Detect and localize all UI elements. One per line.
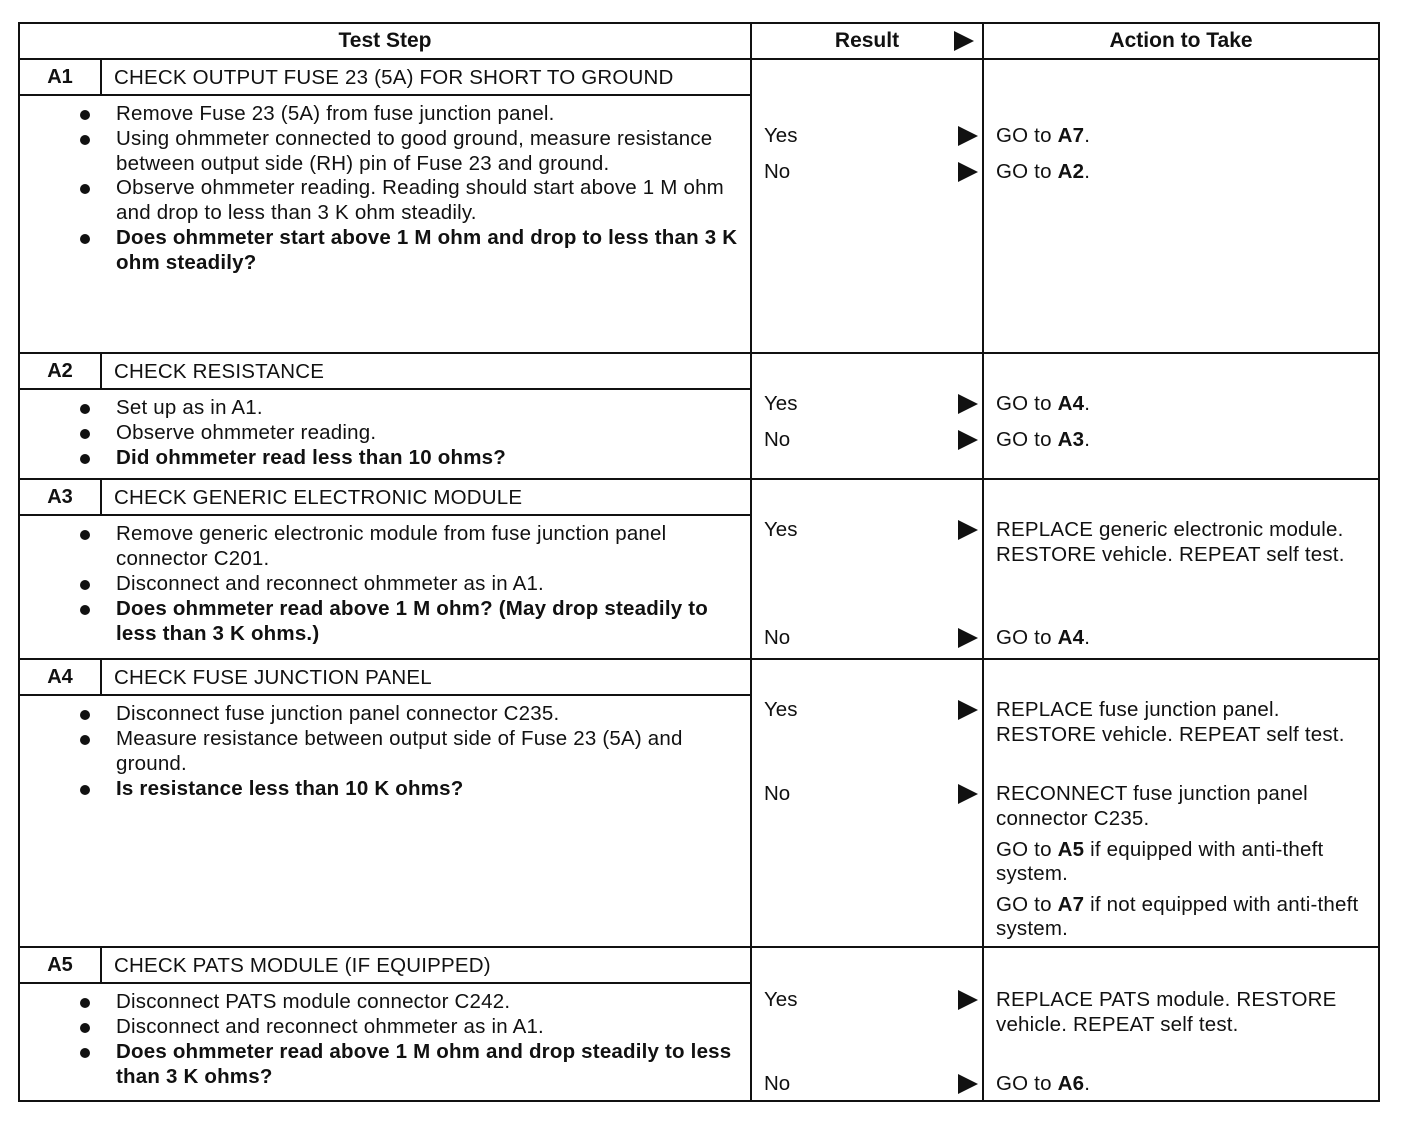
right-arrow-icon	[958, 126, 978, 146]
result-label: Yes	[764, 698, 798, 722]
action-cell	[983, 353, 1379, 479]
action-text: GO to	[996, 626, 1058, 650]
right-arrow-icon	[958, 784, 978, 804]
right-arrow-icon	[958, 628, 978, 648]
step-question: Is resistance less than 10 K ohms?	[116, 777, 742, 802]
diagnostic-sheet	[18, 22, 1378, 1102]
step-question: Does ohmmeter read above 1 M ohm? (May drop steadily to less than 3 K ohms.)	[116, 597, 742, 647]
pinpoint-test-table	[18, 22, 1380, 1102]
step-id: A4	[20, 660, 102, 694]
action-text: GO to	[996, 392, 1058, 415]
action-text: if not equipped with anti-theft system.	[996, 892, 1359, 941]
step-id: A3	[20, 480, 102, 514]
action-text: GO to	[996, 892, 1058, 916]
result-yes	[764, 518, 797, 542]
result-label: No	[764, 428, 791, 451]
instruction-item: Disconnect and reconnect ohmmeter as in A1.	[116, 1015, 742, 1040]
action-step-ref: A6	[1057, 1072, 1085, 1096]
step-instructions	[20, 96, 750, 284]
action-yes: REPLACE generic electronic module. RESTORE vehicle. REPEAT self test.	[996, 518, 1345, 566]
step-header	[20, 354, 750, 390]
result-label: No	[764, 782, 791, 806]
result-label: No	[764, 1072, 791, 1096]
instruction-item: Remove generic electronic module from fuse junction panel connector C201.	[116, 522, 742, 572]
action-text: GO to	[996, 124, 1058, 147]
action-step-ref: A4	[1057, 392, 1085, 415]
header-result	[751, 23, 983, 59]
action-cell	[983, 59, 1379, 353]
right-arrow-icon	[958, 990, 978, 1010]
right-arrow-icon	[958, 394, 978, 414]
step-cell	[19, 947, 751, 1101]
result-cell	[751, 947, 983, 1101]
action-step-ref: A5	[1057, 837, 1085, 861]
step-cell	[19, 353, 751, 479]
instruction-item: Measure resistance between output side of Fuse 23 (5A) and ground.	[116, 727, 742, 777]
action-step-ref: A4	[1057, 626, 1085, 650]
action-text: .	[1084, 160, 1091, 183]
action-step-ref: A7	[1057, 892, 1085, 916]
right-arrow-icon	[958, 1074, 978, 1094]
action-step-ref: A7	[1057, 124, 1085, 147]
action-no	[996, 626, 1372, 651]
instruction-item: Disconnect PATS module connector C242.	[116, 990, 742, 1015]
step-header	[20, 660, 750, 696]
action-no	[996, 428, 1372, 453]
action-text: if equipped with anti-theft system.	[996, 837, 1324, 886]
step-row-a4	[19, 659, 1379, 947]
action-yes: REPLACE fuse junction panel. RESTORE vehicle. REPEAT self test.	[996, 698, 1345, 746]
step-header	[20, 60, 750, 96]
action-text: GO to	[996, 1072, 1058, 1096]
result-label: Yes	[764, 518, 798, 542]
action-text: .	[1084, 626, 1091, 650]
result-label: No	[764, 626, 791, 650]
result-no	[764, 428, 790, 452]
result-label: No	[764, 160, 791, 183]
instruction-item: Disconnect fuse junction panel connector C235.	[116, 702, 742, 727]
header-action: Action to Take	[983, 23, 1379, 59]
action-text: GO to	[996, 428, 1058, 451]
step-instructions	[20, 390, 750, 478]
result-yes	[764, 392, 797, 416]
step-title: CHECK OUTPUT FUSE 23 (5A) FOR SHORT TO GROUND	[114, 66, 674, 89]
instruction-item: Remove Fuse 23 (5A) from fuse junction panel.	[116, 102, 742, 127]
step-instructions	[20, 696, 750, 809]
action-cell	[983, 479, 1379, 659]
step-row-a5	[19, 947, 1379, 1101]
step-header	[20, 948, 750, 984]
step-id: A5	[20, 948, 102, 982]
instruction-item: Observe ohmmeter reading. Reading should start above 1 M ohm and drop to less than 3 K ohm steadily.	[116, 176, 742, 226]
header-result-label: Result	[834, 29, 900, 52]
instruction-item: Observe ohmmeter reading.	[116, 421, 742, 446]
action-no	[996, 160, 1372, 185]
step-title: CHECK FUSE JUNCTION PANEL	[114, 666, 432, 690]
instruction-item: Set up as in A1.	[116, 396, 742, 421]
result-label: Yes	[764, 392, 798, 415]
action-branch	[996, 893, 1372, 942]
right-arrow-icon	[954, 31, 974, 51]
action-no	[996, 782, 1372, 948]
result-no	[764, 1072, 790, 1096]
action-branch	[996, 838, 1372, 887]
result-no	[764, 782, 790, 806]
result-cell	[751, 353, 983, 479]
result-cell	[751, 59, 983, 353]
step-instructions	[20, 516, 750, 654]
step-question: Does ohmmeter start above 1 M ohm and drop to less than 3 K ohm steadily?	[116, 226, 742, 276]
step-question: Did ohmmeter read less than 10 ohms?	[116, 446, 742, 471]
right-arrow-icon	[958, 520, 978, 540]
step-row-a3	[19, 479, 1379, 659]
result-no	[764, 626, 790, 650]
result-yes	[764, 124, 797, 148]
right-arrow-icon	[958, 430, 978, 450]
step-instructions	[20, 984, 750, 1097]
table-header-row	[19, 23, 1379, 59]
action-step-ref: A2	[1057, 160, 1085, 183]
action-cell	[983, 659, 1379, 947]
action-cell	[983, 947, 1379, 1101]
action-text: GO to	[996, 837, 1058, 861]
step-row-a1	[19, 59, 1379, 353]
step-title: CHECK GENERIC ELECTRONIC MODULE	[114, 486, 523, 510]
result-cell	[751, 479, 983, 659]
result-no	[764, 160, 790, 184]
action-no	[996, 1072, 1372, 1097]
step-title: CHECK PATS MODULE (IF EQUIPPED)	[114, 954, 491, 978]
action-text: .	[1084, 392, 1091, 415]
step-cell	[19, 59, 751, 353]
result-label: Yes	[764, 988, 798, 1012]
instruction-item: Using ohmmeter connected to good ground, measure resistance between output side (RH) pin of Fuse 23 and ground.	[116, 127, 742, 177]
header-test-step: Test Step	[19, 23, 751, 59]
result-label: Yes	[764, 124, 798, 147]
right-arrow-icon	[958, 162, 978, 182]
action-text: GO to	[996, 160, 1058, 183]
step-cell	[19, 659, 751, 947]
action-text: RECONNECT fuse junction panel connector C235.	[996, 782, 1308, 830]
instruction-item: Disconnect and reconnect ohmmeter as in A1.	[116, 572, 742, 597]
step-cell	[19, 479, 751, 659]
step-id: A1	[20, 60, 102, 94]
step-row-a2	[19, 353, 1379, 479]
step-header	[20, 480, 750, 516]
action-yes: REPLACE PATS module. RESTORE vehicle. REPEAT self test.	[996, 988, 1337, 1036]
action-text: .	[1084, 1072, 1091, 1096]
result-cell	[751, 659, 983, 947]
result-yes	[764, 698, 797, 722]
action-text: .	[1084, 124, 1091, 147]
result-yes	[764, 988, 797, 1012]
step-id: A2	[20, 354, 102, 388]
action-yes	[996, 392, 1372, 417]
step-question: Does ohmmeter read above 1 M ohm and drop steadily to less than 3 K ohms?	[116, 1040, 742, 1090]
right-arrow-icon	[958, 700, 978, 720]
action-yes	[996, 124, 1372, 149]
step-title: CHECK RESISTANCE	[114, 360, 325, 383]
action-step-ref: A3	[1057, 428, 1085, 451]
action-text: .	[1084, 428, 1091, 451]
